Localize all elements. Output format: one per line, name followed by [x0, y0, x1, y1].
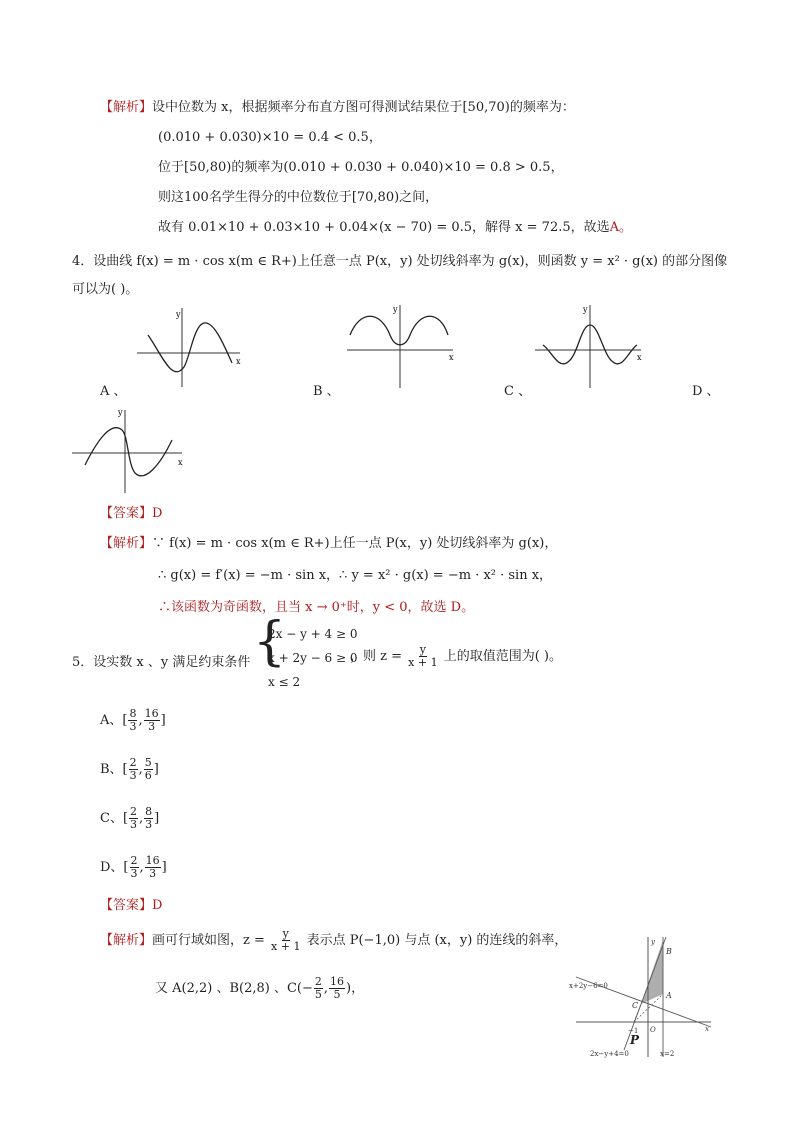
q3-answer-ref: A。 — [609, 220, 633, 235]
axis-x-label: x — [178, 458, 183, 467]
answer-label: 【答案】 — [100, 506, 153, 521]
label-o: O — [650, 1026, 656, 1034]
axis-y-label: y — [176, 310, 181, 319]
q5-analysis-pre: 画可行域如图，z = — [152, 933, 265, 948]
frac-numerator: y — [419, 643, 426, 656]
label-c: C — [632, 1001, 639, 1010]
label-x2: x=2 — [660, 1050, 675, 1058]
axis-y-label: y — [118, 408, 123, 417]
axis-y-label: y — [583, 305, 588, 314]
label-b: B — [666, 947, 672, 956]
answer-label: 【答案】 — [100, 898, 153, 913]
axis-x-label: x — [236, 357, 241, 366]
feasible-region-figure — [566, 932, 716, 1062]
q3-analysis-line4: 则这100名学生得分的中位数位于[70,80)之间， — [158, 190, 439, 205]
graph-option-a — [132, 305, 247, 390]
q5-constraint-1: 2x − y + 4 ≥ 0 — [268, 627, 358, 641]
analysis-label: 【解析】 — [100, 536, 153, 551]
q4-analysis-line2: ∴ g(x) = f′(x) = −m · sin x，∴ y = x² · g(x) = −m · x² · sin x， — [158, 568, 553, 583]
q3-analysis-line3: 位于[50,80)的频率为(0.010 + 0.030 + 0.040)×10 = 0.8 > 0.5， — [158, 160, 564, 175]
q5-constraint-3: x ≤ 2 — [268, 675, 301, 689]
axis-x-label: x — [637, 353, 642, 362]
axis-y-label: y — [393, 305, 398, 314]
q5-analysis-post: 表示点 P(−1,0) 与点 (x，y) 的连线的斜率， — [306, 933, 568, 948]
q4-stem-line2: 可以为( )。 — [72, 282, 139, 297]
q4-analysis-line3: ∴该函数为奇函数，且当 x → 0⁺时，y < 0，故选 D。 — [158, 600, 475, 615]
option-a-label[interactable]: A 、 — [100, 384, 127, 399]
q5-brace: { — [253, 612, 287, 672]
q5-stem-prefix: 5．设实数 x 、y 满足约束条件 — [72, 655, 251, 670]
option-c-label[interactable]: C 、 — [504, 384, 532, 399]
q3-text-5: 故有 0.01×10 + 0.03×10 + 0.04×(x − 70) = 0.5，解得 x = 72.5，故选 — [158, 220, 610, 235]
q5-stem-suffix: 上的取值范围为( )。 — [443, 649, 562, 664]
q3-analysis-line2: (0.010 + 0.030)×10 = 0.4 < 0.5， — [158, 130, 382, 145]
q5-answer — [100, 894, 162, 913]
option-b-label[interactable]: B 、 — [313, 384, 340, 399]
q5-constraint-2: x + 2y − 6 ≥ 0 — [268, 651, 358, 665]
option-d-label[interactable]: D 、 — [692, 384, 720, 399]
analysis-label: 【解析】 — [100, 100, 153, 115]
q5-analysis-line1: 【解析】画可行域如图，z = $\frac{y}{x + 1}$ 表示点 P(−1,0) 与点 (x，y) 的连线的斜率， — [100, 927, 568, 953]
q3-analysis-line5 — [158, 216, 632, 235]
answer-value: D — [152, 506, 163, 521]
q4-analysis-text-1: ∵ f(x) = m · cos x(m ∈ R+)上任一点 P(x，y) 处切线斜率为 g(x)， — [152, 536, 558, 551]
label-line-x2y: x+2y−6=0 — [569, 982, 608, 990]
label-y: y — [651, 938, 655, 946]
graph-option-b — [345, 300, 460, 390]
label-line-2xy: 2x−y+4=0 — [590, 1050, 629, 1058]
label-neg1: −1 — [628, 1027, 639, 1035]
q4-answer — [100, 502, 162, 521]
label-a: A — [666, 991, 672, 1000]
q5-option-b[interactable]: B、[ $\frac{2}{3}$ , $\frac{5}{6}$ ] — [100, 756, 159, 782]
axis-x-label: x — [449, 353, 454, 362]
label-p: P — [630, 1033, 640, 1047]
q5-option-d[interactable]: D、[ $\frac{2}{3}$ , $\frac{16}{3}$ ] — [100, 854, 167, 880]
graph-option-c — [533, 300, 648, 390]
analysis-label: 【解析】 — [100, 933, 153, 948]
q5-stem-rest — [350, 644, 562, 669]
q3-analysis-line1 — [100, 96, 575, 115]
q5-stem-mid: ，则 z = — [350, 649, 403, 664]
q5-option-a[interactable]: A、[ $\frac{8}{3}$ , $\frac{16}{3}$ ] — [100, 707, 166, 733]
answer-value: D — [152, 898, 163, 913]
label-x: x — [705, 1025, 709, 1033]
graph-option-d — [70, 405, 190, 495]
q3-text-1: 设中位数为 x，根据频率分布直方图可得测试结果位于[50,70)的频率为： — [152, 100, 575, 115]
frac-denominator: x + 1 — [408, 656, 438, 669]
q5-points-line: 又 A(2,2) 、B(2,8) 、C(− $\frac{2}{5}$ , $\frac{16}{5}$ )， — [155, 975, 365, 1001]
q4-stem-line1: 4．设曲线 f(x) = m · cos x(m ∈ R+)上任意一点 P(x，y) 处切线斜率为 g(x)，则函数 y = x² · g(x) 的部分图像 — [72, 254, 728, 269]
q4-analysis-line1 — [100, 532, 557, 551]
q5-option-c[interactable]: C、[ $\frac{2}{3}$ , $\frac{8}{3}$ ] — [100, 805, 160, 831]
